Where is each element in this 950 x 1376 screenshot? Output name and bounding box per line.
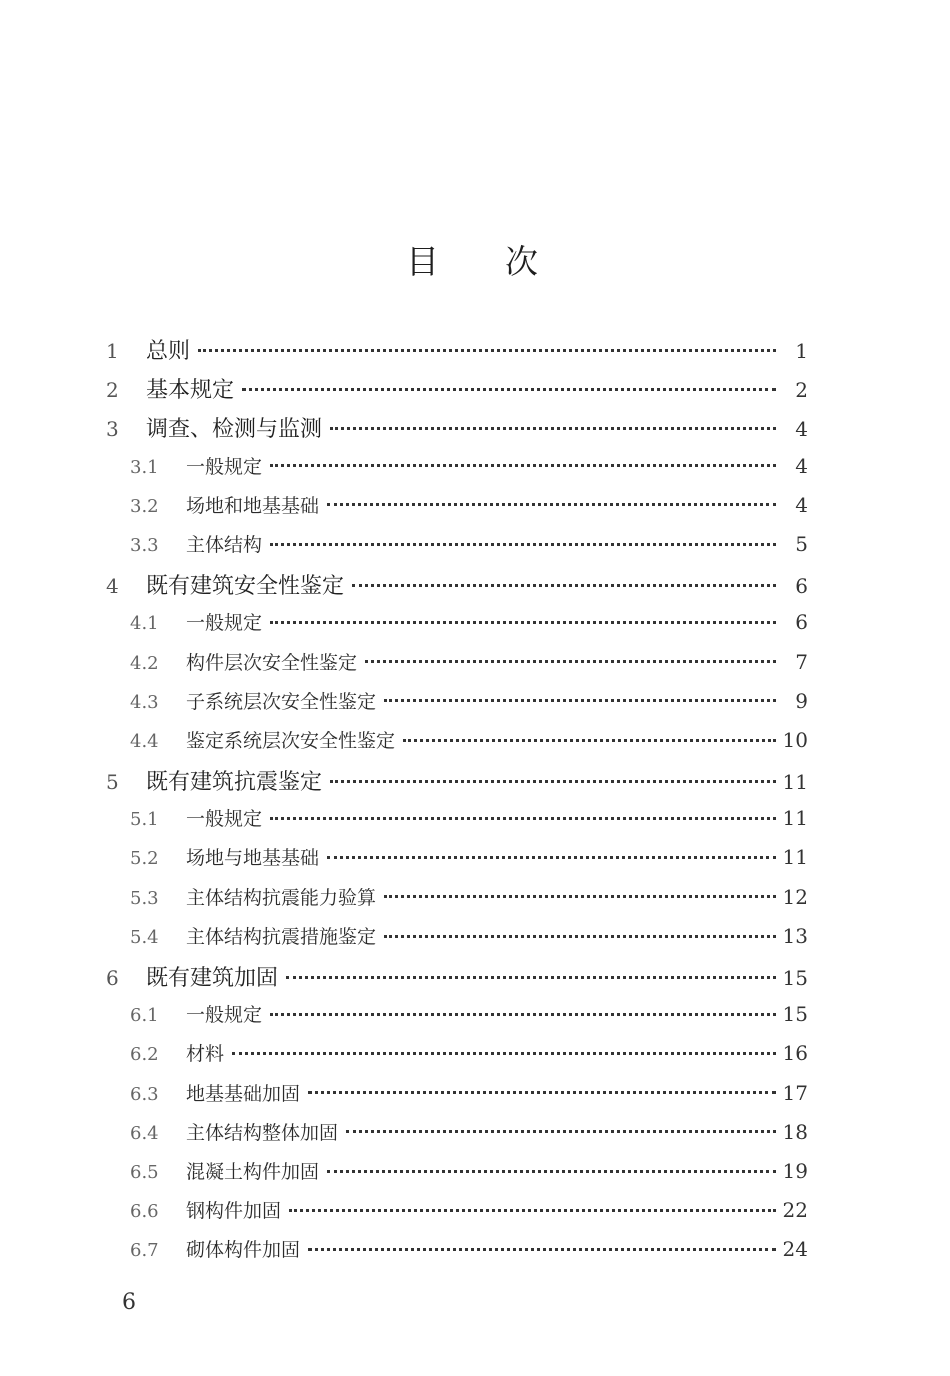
dot-leader — [270, 1002, 776, 1021]
page-title: 目次 — [406, 242, 604, 281]
dot-leader — [270, 610, 776, 629]
toc-entry-number: 5.4 — [130, 926, 159, 948]
toc-entry-label: 子系统层次安全性鉴定 — [186, 690, 377, 713]
toc-entry-number: 3.2 — [130, 495, 159, 517]
table-of-contents — [106, 334, 808, 1275]
toc-entry-number: 4.3 — [130, 691, 159, 713]
dot-leader — [327, 845, 776, 864]
toc-entry-page: 4 — [795, 492, 808, 517]
dot-leader — [308, 1081, 776, 1100]
toc-entry-number: 4.2 — [130, 652, 159, 674]
toc-entry-page: 22 — [782, 1198, 808, 1223]
toc-entry-label: 主体结构整体加固 — [186, 1121, 339, 1144]
toc-entry-page: 6 — [795, 610, 808, 635]
dot-leader — [384, 689, 776, 708]
dot-leader — [330, 414, 776, 436]
toc-entry-label: 主体结构抗震措施鉴定 — [186, 925, 377, 948]
toc-entry-number: 6.6 — [130, 1201, 159, 1223]
toc-entry-page: 12 — [782, 884, 808, 909]
toc-chapter-entry[interactable] — [106, 373, 808, 412]
toc-entry-label: 混凝土构件加固 — [186, 1160, 320, 1183]
toc-entry-page: 24 — [782, 1237, 808, 1262]
toc-entry-number: 5 — [106, 770, 119, 795]
dot-leader — [384, 885, 776, 904]
dot-leader — [242, 375, 776, 397]
toc-section-entry[interactable] — [106, 1039, 808, 1078]
toc-section-entry[interactable] — [106, 843, 808, 882]
toc-entry-label: 总则 — [146, 339, 191, 364]
dot-leader — [403, 728, 776, 747]
toc-entry-label: 地基基础加固 — [186, 1082, 301, 1105]
dot-leader — [289, 1198, 776, 1217]
toc-entry-page: 13 — [782, 923, 808, 948]
toc-chapter-entry[interactable] — [106, 569, 808, 608]
toc-section-entry[interactable] — [106, 608, 808, 647]
toc-section-entry[interactable] — [106, 1235, 808, 1274]
toc-entry-label: 一般规定 — [186, 1004, 263, 1027]
toc-entry-number: 6.1 — [130, 1005, 159, 1027]
toc-entry-page: 17 — [782, 1080, 808, 1105]
dot-leader — [327, 493, 776, 512]
toc-chapter-entry[interactable] — [106, 961, 808, 1000]
dot-leader — [384, 924, 776, 943]
toc-section-entry[interactable] — [106, 726, 808, 765]
toc-entry-number: 4.1 — [130, 613, 159, 635]
toc-entry-page: 9 — [795, 688, 808, 713]
toc-entry-label: 主体结构抗震能力验算 — [186, 886, 377, 909]
toc-section-entry[interactable] — [106, 922, 808, 961]
toc-entry-page: 19 — [782, 1158, 808, 1183]
toc-entry-page: 11 — [782, 806, 808, 831]
toc-entry-number: 6.4 — [130, 1122, 159, 1144]
dot-leader — [270, 532, 776, 551]
toc-entry-number: 3.1 — [130, 456, 159, 478]
toc-entry-number: 4.4 — [130, 730, 159, 752]
toc-entry-page: 6 — [795, 574, 808, 599]
toc-entry-label: 既有建筑抗震鉴定 — [146, 770, 323, 796]
toc-section-entry[interactable] — [106, 1196, 808, 1235]
toc-entry-page: 1 — [795, 339, 808, 363]
dot-leader — [330, 767, 776, 789]
toc-section-entry[interactable] — [106, 452, 808, 491]
toc-entry-label: 构件层次安全性鉴定 — [186, 651, 358, 674]
toc-entry-number: 6.7 — [130, 1240, 159, 1262]
toc-entry-label: 鉴定系统层次安全性鉴定 — [186, 729, 396, 752]
toc-entry-number: 6.5 — [130, 1161, 159, 1183]
toc-entry-label: 砌体构件加固 — [186, 1239, 301, 1262]
toc-section-entry[interactable] — [106, 1000, 808, 1039]
toc-entry-label: 基本规定 — [146, 378, 235, 404]
toc-entry-label: 调查、检测与监测 — [146, 417, 323, 443]
toc-chapter-entry[interactable] — [106, 334, 808, 373]
toc-entry-number: 3 — [106, 417, 119, 442]
toc-chapter-entry[interactable] — [106, 765, 808, 804]
toc-entry-label: 一般规定 — [186, 455, 263, 478]
dot-leader — [346, 1120, 776, 1139]
toc-section-entry[interactable] — [106, 530, 808, 569]
page-number: 6 — [122, 1290, 136, 1315]
toc-entry-page: 4 — [795, 417, 808, 442]
toc-entry-page: 2 — [795, 378, 808, 403]
toc-entry-label: 材料 — [186, 1043, 225, 1066]
toc-entry-label: 既有建筑加固 — [146, 966, 279, 991]
toc-section-entry[interactable] — [106, 883, 808, 922]
toc-entry-number: 2 — [106, 378, 119, 403]
toc-entry-page: 5 — [795, 531, 808, 556]
toc-entry-number: 4 — [106, 574, 119, 599]
dot-leader — [308, 1237, 776, 1256]
toc-entry-page: 15 — [782, 1002, 808, 1027]
toc-section-entry[interactable] — [106, 1157, 808, 1196]
dot-leader — [365, 650, 776, 669]
toc-entry-page: 11 — [782, 770, 808, 795]
toc-section-entry[interactable] — [106, 1118, 808, 1157]
toc-entry-label: 主体结构 — [186, 533, 263, 556]
toc-entry-label: 场地与地基基础 — [186, 847, 320, 870]
toc-section-entry[interactable] — [106, 648, 808, 687]
toc-entry-number: 1 — [106, 339, 119, 363]
dot-leader — [327, 1159, 776, 1178]
toc-section-entry[interactable] — [106, 804, 808, 843]
toc-entry-label: 一般规定 — [186, 808, 263, 831]
dot-leader — [352, 571, 776, 593]
toc-entry-number: 5.2 — [130, 848, 159, 870]
toc-entry-page: 16 — [782, 1041, 808, 1066]
dot-leader — [232, 1041, 776, 1060]
dot-leader — [270, 806, 776, 825]
toc-entry-label: 钢构件加固 — [186, 1200, 282, 1223]
toc-entry-page: 4 — [795, 453, 808, 478]
toc-section-entry[interactable] — [106, 491, 808, 530]
toc-entry-page: 11 — [782, 845, 808, 870]
toc-chapter-entry[interactable] — [106, 412, 808, 451]
toc-entry-number: 6.3 — [130, 1083, 159, 1105]
toc-entry-number: 5.1 — [130, 809, 159, 831]
dot-leader — [270, 454, 776, 473]
dot-leader — [286, 963, 776, 985]
toc-entry-number: 6.2 — [130, 1044, 159, 1066]
toc-entry-label: 场地和地基基础 — [186, 494, 320, 517]
toc-entry-page: 18 — [782, 1119, 808, 1144]
toc-entry-label: 一般规定 — [186, 612, 263, 635]
toc-entry-number: 3.3 — [130, 534, 159, 556]
toc-section-entry[interactable] — [106, 687, 808, 726]
toc-entry-page: 15 — [782, 966, 808, 990]
toc-entry-number: 5.3 — [130, 887, 159, 909]
toc-entry-page: 10 — [782, 727, 808, 752]
dot-leader — [198, 336, 776, 358]
toc-entry-label: 既有建筑安全性鉴定 — [146, 574, 345, 600]
toc-section-entry[interactable] — [106, 1079, 808, 1118]
toc-entry-page: 7 — [795, 649, 808, 674]
toc-entry-number: 6 — [106, 966, 119, 990]
